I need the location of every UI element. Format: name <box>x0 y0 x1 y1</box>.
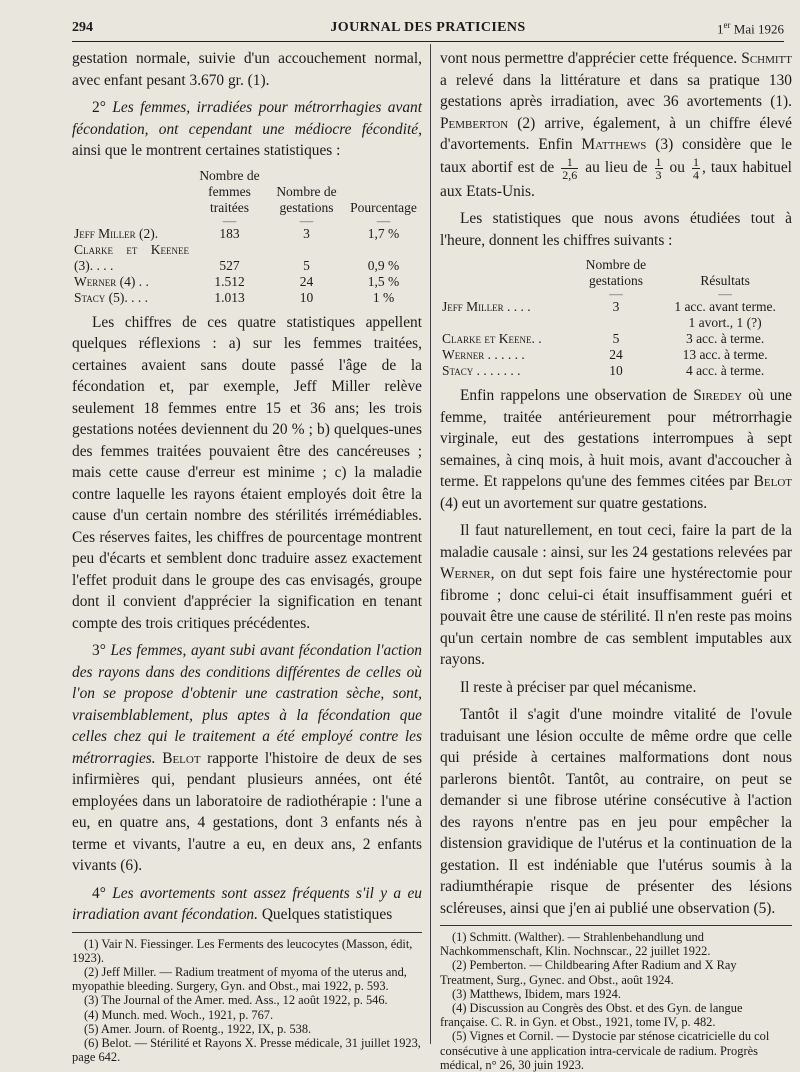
table-row: Werner (4) . . 1.512 24 1,5 % <box>74 273 400 289</box>
paragraph-mechanism: Il reste à préciser par quel mécanisme. <box>460 678 697 696</box>
table-header: Pourcentage <box>350 199 417 215</box>
paragraph-fibrosis: Tantôt il s'agit d'une moindre vitalité de l'ovule traduisant une lésion occulte de même ordre que celle qui préside à certaines malformations dont nous parlerons bientôt. Tantôt, au contraire, on peut se demander si une fibrose utérine consécutive à l'action des rayons n'entre pas en jeu pour empêcher la distension gravidique de l'utérus et la continuation de la gestation. Il est indéniable que l'utérus soumis à la radiumthérapie risque de présenter des lésions scléreuses, ainsi que j'en ai publié une observation (5). <box>440 706 792 917</box>
footnote: (2) Pemberton. — Childbearing After Radium and X Ray Treatment, Surg., Gynec. and Obst., août 1924. <box>440 958 737 987</box>
footnote: (1) Schmitt. (Walther). — Strahlenbehandlung und Nachkommenschaft, Klin. Nochnscar., 22 juillet 1922. <box>440 930 711 959</box>
table-header: Résultats <box>700 273 750 288</box>
paragraph-section-3: 3° Les femmes, ayant subi avant fécondation l'action des rayons dans des conditions différentes de celles où l'on se propose d'obtenir une castration sèche, sont, vraisemblablement, plus aptes à la fécondation que celles chez qui le traitement a été employé contre les métrorragies. Belot rapporte l'histoire de deux de ses infirmières qui, pendant plusieurs années, ont été employées dans un laboratoire de radiothérapie : l'une a eu, en quatre ans, 4 gestations, dont 3 enfants nés à terme et vivants, l'autre a eu, en deux ans, 2 enfants vivants (6). <box>72 642 423 874</box>
paragraph-remarks: Les chiffres de ces quatre statistiques appellent quelques réflexions : a) sur les femmes traitées, certaines avaient sans doute passé l'âge de la fécondation et, par exemple, Jeff Miller relève seulement 18 femmes entre 15 et 36 ans; les trois gestations notées deviennent du 20 % ; b) quelques-unes des femmes traitées pouvaient être des cancéreuses ; mais cette cause d'erreur est minime ; c) la maladie contre laquelle les rayons étaient employés doit être la cause d'un certain nombre des stérilités irrémédiables. Ces réserves faites, les chiffres de pourcentage montrent peu d'écarts et semblent donc traduire assez exactement l'effet produit dans le groupe des cas envisagés, groupe dont il convient d'apprécier la signification en tenant compte des trois critiques précédentes. <box>72 313 422 632</box>
table-header: Nombre de gestations <box>585 257 647 288</box>
footnote: (1) Vair N. Fiessinger. Les Ferments des leucocytes (Masson, édit, 1923). <box>72 936 413 965</box>
table-row: Clarke et Keenee (3). . . . 527 5 0,9 % <box>74 241 400 273</box>
paragraph-abortion-rates: vont nous permettre d'apprécier cette fréquence. Schmitt a relevé dans la littérature et dans sa pratique 130 gestations après irradiation, avec 36 avortements (1). Pemberton (2) arrive, également, à un chiffre élevé d'avortements. Enfin Matthews (3) considère que le taux abortif est de $\frac{1}{2,6}$ au lieu de $\frac{1}{3}$ ou $\frac{1}{4}$ , taux habituel aux Etats-Unis. <box>440 50 792 200</box>
footnote: (5) Vignes et Cornil. — Dystocie par sténose cicatricielle du col consécutive à une application intra-cervicale de radium. Progrès médical, n° 26, 30 juin 1923. <box>440 1029 770 1072</box>
fraction: $\frac{1}{4}$ <box>692 154 699 182</box>
paragraph-stats-intro: Les statistiques que nous avons étudiées tout à l'heure, donnent les chiffres suivants : <box>440 210 792 249</box>
paragraph-section-2: 2° Les femmes, irradiées pour métrorrhagies avant fécondation, ont cependant une médiocre fécondité, ainsi que le montrent certaines statistiques : <box>72 99 423 159</box>
table-row: Jeff Miller (2). 183 3 1,7 % <box>74 225 400 241</box>
paragraph-continued: gestation normale, suivie d'un accouchement normal, avec enfant pesant 3.670 gr. (1). <box>72 50 422 89</box>
table-header: Nombre de gestations <box>276 183 337 215</box>
fraction: $\frac{1}{3}$ <box>655 154 662 182</box>
footnote: (4) Discussion au Congrès des Obst. et des Gyn. de langue française. C. R. in Gyn. et Obst., 1921, tome IV, p. 482. <box>440 1001 743 1030</box>
footnote: (4) Munch. med. Woch., 1921, p. 767. <box>84 1007 274 1022</box>
paragraph-causal-disease: Il faut naturellement, en tout ceci, faire la part de la maladie causale : ainsi, sur les 24 gestations relevées par Werner, on dut sept fois faire une hystérectomie pour fibrome ; donc celui-ci était insuffisamment guéri et pouvait être une cause de stérilité. Il n'en reste pas moins qu'un certain nombre de cas semblent imputables aux rayons. <box>440 522 792 668</box>
column-divider <box>430 44 431 1044</box>
footnote: (3) Matthews, Ibidem, mars 1924. <box>452 986 621 1001</box>
fertility-stats-table: Nombre de femmes traitées Nombre de gestations Pourcentage — — — Jeff Miller (2). 183 3 1,7 % Clarke et Keenee (3). . . . 527 5 0,9 % Werner (4) . . 1.512 24 1,5 % Stacy (5). . . . 1.013 10 1 % <box>72 168 422 306</box>
table-row: Stacy . . . . . . . 10 4 acc. à terme. <box>442 363 765 378</box>
journal-title: JOURNAL DES PRATICIENS <box>330 20 526 35</box>
footnotes-right <box>440 930 792 1072</box>
table-row: Werner . . . . . . 24 13 acc. à terme. <box>442 347 768 362</box>
footnote-rule <box>72 932 422 933</box>
table-row: Jeff Miller . . . . 3 1 acc. avant terme. <box>442 299 776 314</box>
table-row: Stacy (5). . . . 1.013 10 1 % <box>74 289 395 305</box>
paragraph-siredey: Enfin rappelons une observation de Siredey où une femme, traitée antérieurement pour métrorrhagie virginale, eut des gestations interrompues à sept semaines, à cinq mois, à huit mois, avant d'accoucher à terme. Et rappelons qu'une des femmes citées par Belot (4) eut un avortement sur quatre gestations. <box>440 387 792 512</box>
page-number: 294 <box>72 20 93 35</box>
footnote-rule <box>440 925 792 926</box>
footnote: (2) Jeff Miller. — Radium treatment of myoma of the uterus and, myopathie bleeding. Surgery, Gyn. and Obst., mai 1922, p. 593. <box>72 964 407 994</box>
table-row: Clarke et Keene. . 5 3 acc. à terme. <box>442 331 765 346</box>
header-rule <box>72 41 784 42</box>
fraction: $\frac{1}{2,6}$ <box>562 154 578 182</box>
footnotes-left <box>72 937 422 1065</box>
footnote: (6) Belot. — Stérilité et Rayons X. Presse médicale, 31 juillet 1923, page 642. <box>72 1035 421 1065</box>
left-column <box>72 48 422 1064</box>
footnote: (5) Amer. Journ. of Roentg., 1922, IX, p. 538. <box>84 1021 312 1036</box>
table-header <box>72 168 191 216</box>
paragraph-section-4: 4° Les avortements sont assez fréquents s'il y a eu irradiation avant fécondation. Quelques statistiques <box>72 884 423 923</box>
table-row: 1 avort., 1 (?) <box>688 315 762 330</box>
gestation-results-table: Nombre de gestations Résultats — — Jeff Miller . . . . 3 1 acc. avant terme. 1 avort., 1 (?) Clarke et Keene. . 5 3 acc. à terme. Werner . . . . . . 24 13 acc. à terme. Stacy . . . . . . . 10 4 acc. à terme. <box>440 257 792 379</box>
footnote: (3) The Journal of the Amer. med. Ass., 12 août 1922, p. 546. <box>84 993 388 1008</box>
table-header: Nombre de femmes traitées <box>199 167 260 215</box>
issue-date: 1er Mai 1926 <box>717 20 784 37</box>
right-column <box>440 48 792 1072</box>
table-header <box>440 257 574 289</box>
